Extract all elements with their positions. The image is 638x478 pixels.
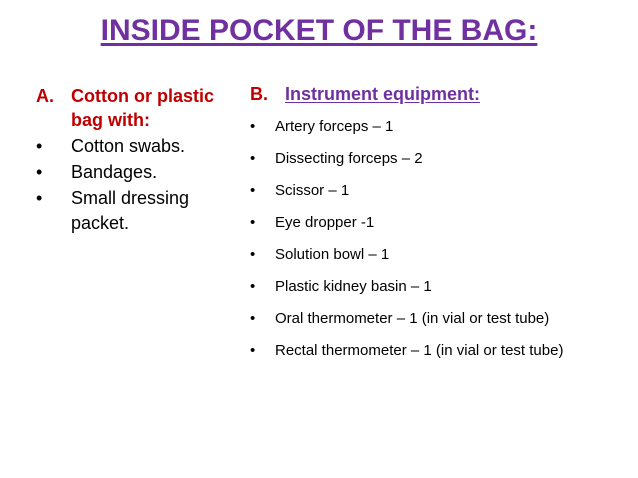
list-item-text: Dissecting forceps – 2 bbox=[275, 150, 423, 167]
section-a-marker: A. bbox=[36, 86, 54, 106]
bullet-icon: • bbox=[250, 214, 256, 231]
list-item-text: Bandages. bbox=[71, 162, 158, 182]
list-item-text: Plastic kidney basin – 1 bbox=[275, 278, 432, 295]
bullet-icon: • bbox=[36, 188, 43, 208]
section-a-heading bbox=[36, 84, 236, 132]
section-a-heading-text: Cotton or plastic bag with: bbox=[71, 86, 214, 130]
list-item-text: Rectal thermometer – 1 (in vial or test tube) bbox=[275, 342, 564, 359]
section-b-list bbox=[250, 117, 630, 373]
bullet-icon: • bbox=[250, 342, 256, 359]
list-item-text: Cotton swabs. bbox=[71, 136, 186, 156]
list-item bbox=[36, 186, 236, 236]
list-item-text: Eye dropper -1 bbox=[275, 214, 375, 231]
bullet-icon: • bbox=[250, 182, 256, 199]
list-item bbox=[250, 213, 630, 245]
list-item-text: Small dressing packet. bbox=[71, 188, 190, 233]
bullet-icon: • bbox=[250, 150, 256, 167]
list-item bbox=[250, 181, 630, 213]
list-item-text: Oral thermometer – 1 (in vial or test tube) bbox=[275, 310, 550, 327]
section-b-heading-text: Instrument equipment: bbox=[285, 84, 481, 104]
bullet-icon: • bbox=[36, 136, 43, 156]
section-b-marker: B. bbox=[250, 84, 268, 104]
bullet-icon: • bbox=[250, 118, 256, 135]
list-item-text: Artery forceps – 1 bbox=[275, 118, 394, 135]
section-a bbox=[36, 84, 236, 237]
list-item bbox=[36, 160, 236, 185]
section-b bbox=[250, 82, 630, 373]
list-item-text: Solution bowl – 1 bbox=[275, 246, 390, 263]
list-item bbox=[250, 277, 630, 309]
list-item bbox=[250, 117, 630, 149]
list-item bbox=[250, 245, 630, 277]
bullet-icon: • bbox=[250, 246, 256, 263]
list-item-text: Scissor – 1 bbox=[275, 182, 350, 199]
slide-title: INSIDE POCKET OF THE BAG: bbox=[100, 14, 538, 47]
list-item bbox=[250, 341, 630, 373]
bullet-icon: • bbox=[250, 278, 256, 295]
list-item bbox=[250, 309, 630, 341]
list-item bbox=[36, 134, 236, 159]
section-a-list bbox=[36, 134, 236, 236]
bullet-icon: • bbox=[36, 162, 43, 182]
section-b-heading bbox=[250, 82, 630, 106]
list-item bbox=[250, 149, 630, 181]
bullet-icon: • bbox=[250, 310, 256, 327]
